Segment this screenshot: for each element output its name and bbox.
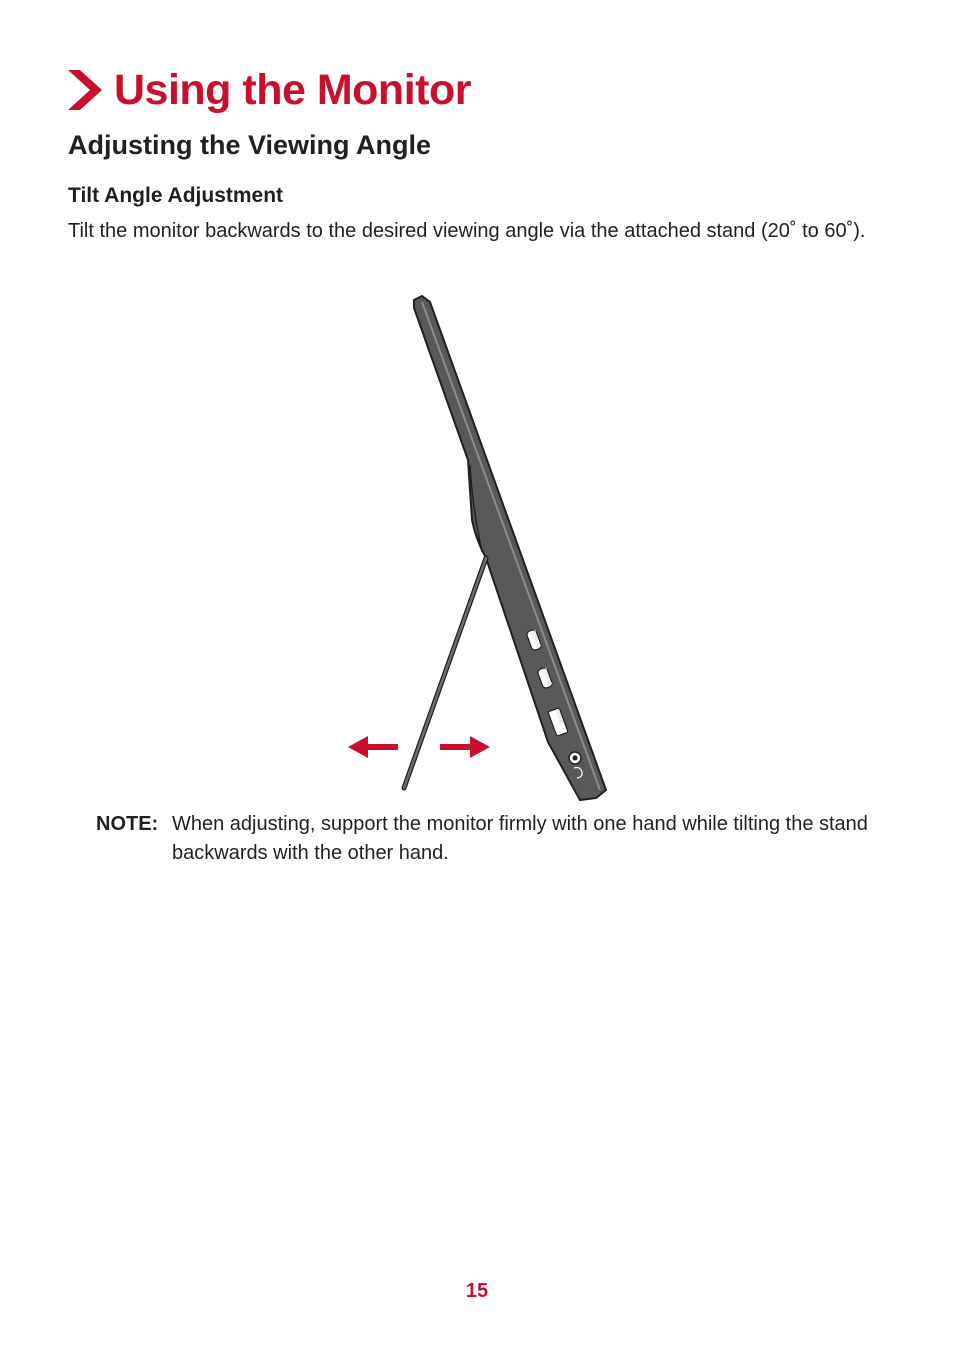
subsection-title: Tilt Angle Adjustment xyxy=(68,184,284,207)
section-title: Adjusting the Viewing Angle xyxy=(68,130,432,160)
note-label: NOTE: xyxy=(96,813,159,835)
port-label: Type-C xyxy=(529,628,542,649)
note xyxy=(96,810,896,868)
chevron-right-icon xyxy=(68,70,102,110)
note-text: When adjusting, support the monitor firmly with one hand while tilting the stand backwards with the other hand. xyxy=(172,813,868,864)
chapter-header xyxy=(68,62,471,118)
chapter-title: Using the Monitor xyxy=(114,65,471,114)
arrow-left-icon xyxy=(348,736,398,758)
port-label: Type-C xyxy=(540,666,553,687)
arrow-right-icon xyxy=(440,736,490,758)
port-label: HDMI xyxy=(553,708,565,726)
tilt-description: Tilt the monitor backwards to the desired viewing angle via the attached stand (20˚ to 60˚). xyxy=(68,220,866,242)
page-number: 15 xyxy=(465,1280,489,1302)
monitor-side-view xyxy=(414,296,606,800)
monitor-tilt-illustration xyxy=(330,290,630,810)
